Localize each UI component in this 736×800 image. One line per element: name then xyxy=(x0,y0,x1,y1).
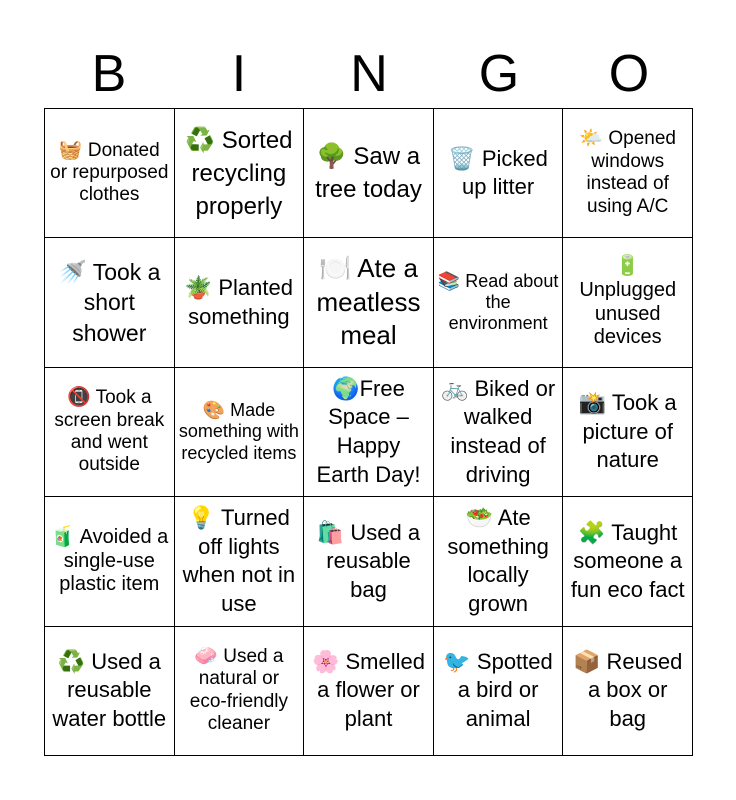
cell-text: 🔋 Unplugged unused devices xyxy=(579,255,677,349)
bingo-cell[interactable] xyxy=(434,497,564,626)
cell-text: ♻️ Sorted recycling properly xyxy=(185,126,293,220)
cell-text: 🎨 Made something with recycled items xyxy=(178,400,299,463)
bingo-cell[interactable] xyxy=(45,627,175,756)
header-letter-b: B xyxy=(91,45,127,103)
bingo-cell[interactable] xyxy=(175,368,305,497)
cell-text: 🧼 Used a natural or eco-friendly cleaner xyxy=(189,645,288,735)
bingo-cell[interactable] xyxy=(563,497,693,626)
bingo-cell[interactable] xyxy=(304,238,434,367)
cell-text: 🍽️ Ate a meatless meal xyxy=(316,252,421,351)
bingo-cell[interactable] xyxy=(434,238,564,367)
cell-text: 🚿 Took a short shower xyxy=(58,259,161,346)
cell-text: 🧩 Taught someone a fun eco fact xyxy=(570,519,685,602)
cell-text: ♻️ Used a reusable water bottle xyxy=(52,648,167,732)
bingo-cell[interactable] xyxy=(175,627,305,756)
cell-text: 🗑️ Picked up litter xyxy=(448,145,548,200)
bingo-cell[interactable] xyxy=(434,368,564,497)
bingo-cell[interactable] xyxy=(434,109,564,238)
cell-text: 🚲 Biked or walked instead of driving xyxy=(440,375,556,487)
bingo-cell[interactable] xyxy=(175,109,305,238)
cell-text: 📸 Took a picture of nature xyxy=(578,390,677,473)
bingo-cell[interactable] xyxy=(304,627,434,756)
cell-text: 🌍Free Space – Happy Earth Day! xyxy=(316,375,421,487)
cell-text: 📦 Reused a box or bag xyxy=(573,648,683,732)
bingo-cell[interactable] xyxy=(175,238,305,367)
cell-text: 🛍️ Used a reusable bag xyxy=(316,519,421,602)
cell-text: 🌤️ Opened windows instead of using A/C xyxy=(579,128,676,217)
cell-text: 💡 Turned off lights when not in use xyxy=(182,505,296,616)
bingo-cell[interactable] xyxy=(304,109,434,238)
free-space-cell[interactable] xyxy=(304,368,434,497)
header-letter-i: I xyxy=(231,45,247,103)
header-letter-o: O xyxy=(608,45,650,103)
bingo-header xyxy=(44,40,694,108)
cell-text: 🪴 Planted something xyxy=(184,275,293,329)
cell-text: 📵 Took a screen break and went outside xyxy=(54,387,165,476)
cell-text: 🌸 Smelled a flower or plant xyxy=(311,648,425,732)
cell-text: 🧃 Avoided a single-use plastic item xyxy=(50,526,169,596)
cell-text: 🧺 Donated or repurposed clothes xyxy=(50,139,169,206)
bingo-cell[interactable] xyxy=(304,497,434,626)
bingo-cell[interactable] xyxy=(45,238,175,367)
bingo-cell[interactable] xyxy=(563,109,693,238)
bingo-cell[interactable] xyxy=(434,627,564,756)
bingo-cell[interactable] xyxy=(563,238,693,367)
header-letter-n: N xyxy=(350,45,388,103)
bingo-grid xyxy=(44,108,693,756)
bingo-cell[interactable] xyxy=(563,627,693,756)
cell-text: 📚 Read about the environment xyxy=(437,270,559,334)
bingo-cell[interactable] xyxy=(45,497,175,626)
cell-text: 🐦 Spotted a bird or animal xyxy=(443,648,553,732)
header-letter-g: G xyxy=(478,45,520,103)
bingo-cell[interactable] xyxy=(563,368,693,497)
bingo-cell[interactable] xyxy=(175,497,305,626)
bingo-cell[interactable] xyxy=(45,368,175,497)
bingo-cell[interactable] xyxy=(45,109,175,238)
cell-text: 🥗 Ate something locally grown xyxy=(447,505,549,616)
cell-text: 🌳 Saw a tree today xyxy=(315,143,422,204)
